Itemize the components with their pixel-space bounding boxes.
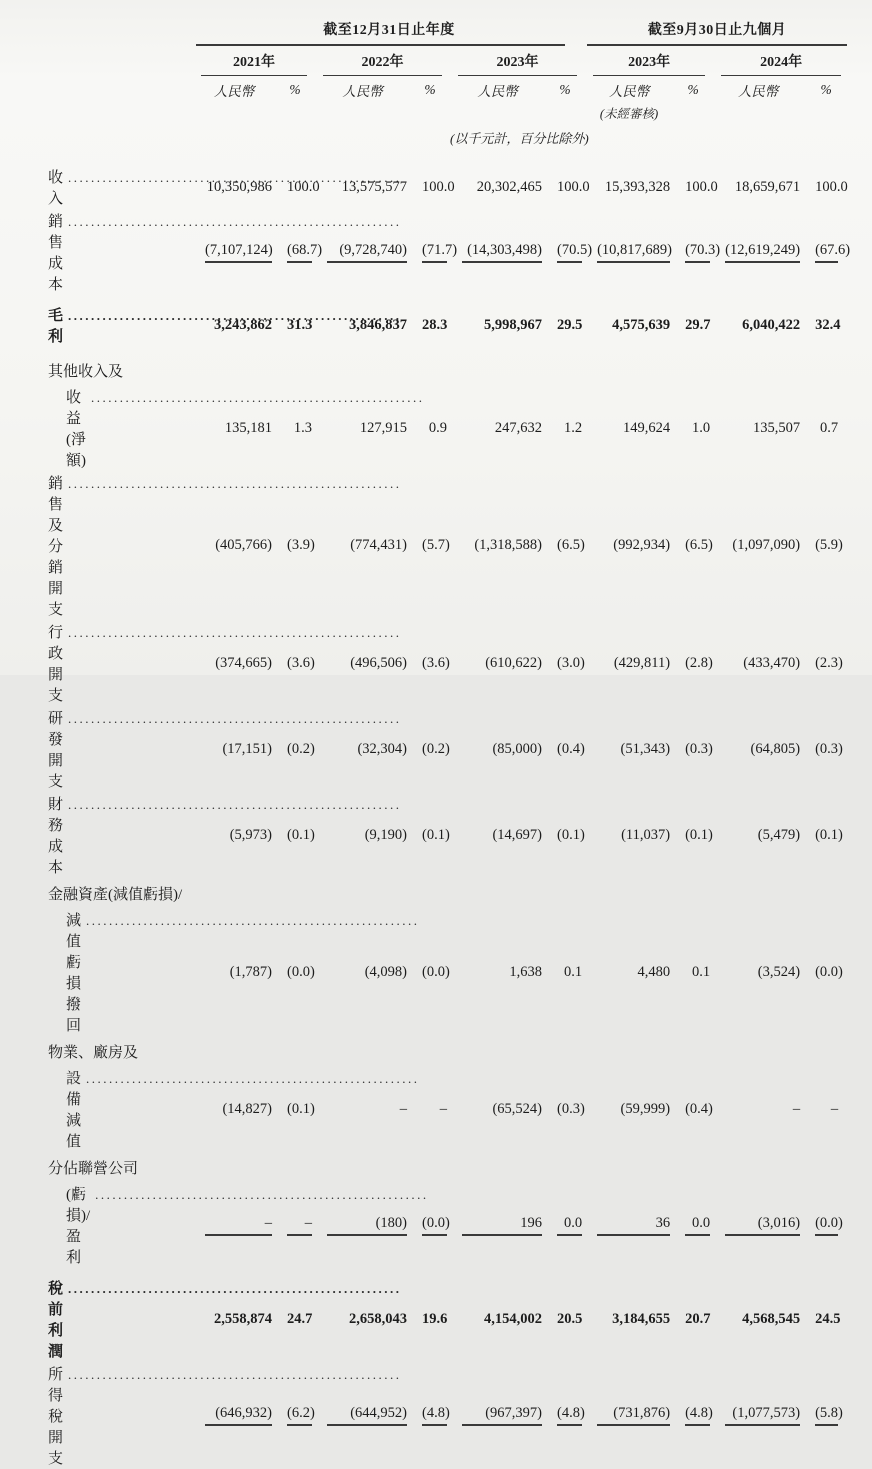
dot-leader (95, 1187, 429, 1204)
amount-cell: (4,098) (364, 963, 407, 980)
percent-cell: (4.8) (410, 1362, 450, 1469)
year-header-2022: 2022年 (315, 46, 450, 76)
row-label (0, 878, 193, 908)
currency-header: 人民幣 (608, 84, 650, 99)
dot-leader (68, 214, 402, 231)
amount-cell: (10,817,689) (585, 209, 673, 295)
amount-cell: (644,952) (315, 1362, 410, 1469)
header-spacer (0, 122, 450, 152)
amount-cell: 2,658,043 (349, 1310, 407, 1327)
percent-cell: 24.5 (815, 1310, 841, 1327)
amount-cell: 20,302,465 (476, 178, 542, 195)
percent-cell: 0.0 (545, 1182, 585, 1268)
table-row (0, 1182, 849, 1268)
row-label (0, 385, 193, 471)
amount-cell: 2,558,874 (214, 1310, 272, 1327)
percent-cell: – (830, 1100, 839, 1117)
row-label-text: 毛利 (48, 308, 64, 345)
table-row (0, 471, 849, 620)
dot-leader (68, 711, 402, 728)
percent-cell: (0.4) (685, 1100, 713, 1117)
row-label-text: 收益(淨額) (66, 390, 86, 469)
percent-cell: 100.0 (815, 178, 848, 195)
percent-cell: 20.7 (685, 1310, 711, 1327)
year-header-2021: 2021年 (193, 46, 315, 76)
amount-cell: 36 (585, 1182, 673, 1268)
row-label (0, 1066, 193, 1152)
percent-cell: 32.4 (815, 316, 841, 333)
amount-cell: (1,097,090) (732, 537, 801, 553)
row-label (0, 471, 193, 620)
header-spacer (585, 122, 849, 152)
percent-cell (410, 1036, 450, 1066)
amount-cell: 127,915 (359, 419, 407, 436)
row-label-text: 財務成本 (48, 797, 64, 876)
amount-cell (315, 1036, 410, 1066)
percent-cell (803, 1152, 849, 1182)
percent-cell: (0.1) (287, 826, 315, 843)
row-label (0, 908, 193, 1036)
percent-cell: 19.6 (422, 1310, 448, 1327)
amount-cell (450, 347, 545, 385)
percent-cell: (3.0) (557, 654, 585, 671)
amount-cell (713, 1152, 803, 1182)
amount-cell: (1,077,573) (713, 1362, 803, 1469)
percent-cell: (0.1) (287, 1100, 315, 1117)
percent-cell: 1.0 (691, 419, 711, 436)
percent-cell: (68.7) (275, 209, 315, 295)
amount-cell: (610,622) (485, 654, 542, 671)
amount-cell: 13,575,577 (341, 178, 407, 195)
percent-cell: 0.1 (563, 963, 583, 980)
amount-cell: (11,037) (621, 826, 671, 843)
amount-cell: – (399, 1100, 407, 1117)
row-label (0, 706, 193, 792)
amount-cell: 10,350,986 (206, 178, 272, 195)
row-label (0, 295, 193, 347)
row-label (0, 347, 193, 385)
row-label-text: 設備減值 (66, 1071, 82, 1150)
amount-cell: (646,932) (193, 1362, 275, 1469)
percent-cell (545, 878, 585, 908)
percent-cell: (6.5) (685, 537, 713, 553)
amount-cell: (64,805) (750, 740, 801, 757)
amount-cell (585, 1152, 673, 1182)
row-label (0, 209, 193, 295)
amount-cell: (496,506) (350, 654, 407, 671)
percent-cell: 0.0 (673, 1182, 713, 1268)
percent-cell: (3.6) (422, 654, 450, 671)
percent-cell: (3.6) (287, 654, 315, 671)
percent-cell (275, 1152, 315, 1182)
percent-header: % (820, 82, 832, 97)
percent-cell: (0.1) (422, 826, 450, 843)
amount-cell (315, 1152, 410, 1182)
header-spacer (673, 104, 849, 122)
currency-header: 人民幣 (737, 84, 779, 99)
table-row (0, 1066, 849, 1152)
table-row (0, 295, 849, 347)
percent-cell: 31.3 (287, 316, 313, 333)
amount-cell: (9,190) (364, 826, 407, 843)
units-note-row (0, 122, 849, 152)
row-label-text: 行政開支 (48, 625, 64, 704)
percent-cell: 100.0 (422, 178, 455, 195)
amount-cell: (5,973) (229, 826, 272, 843)
amount-cell (193, 347, 275, 385)
percent-cell: 29.7 (685, 316, 711, 333)
percent-cell (545, 1152, 585, 1182)
amount-cell: (65,524) (492, 1100, 542, 1117)
amount-cell: (7,107,124) (193, 209, 275, 295)
period-group-interim: 截至9月30日止九個月 (585, 12, 849, 46)
percent-cell: (0.2) (287, 740, 315, 757)
amount-cell: (9,728,740) (315, 209, 410, 295)
row-label (0, 620, 193, 706)
amount-cell: (51,343) (620, 740, 671, 757)
row-label-text: 銷售及分銷開支 (48, 476, 64, 618)
table-row (0, 908, 849, 1036)
amount-cell (193, 1036, 275, 1066)
amount-cell: 247,632 (494, 419, 542, 436)
units-note: (以千元計，百分比除外) (450, 130, 589, 146)
percent-cell: (0.0) (410, 1182, 450, 1268)
percent-cell: (0.1) (685, 826, 713, 843)
year-row (0, 46, 849, 76)
percent-cell: (67.6) (803, 209, 849, 295)
amount-cell: (1,318,588) (474, 537, 542, 553)
period-group-row (0, 12, 849, 46)
table-row (0, 706, 849, 792)
percent-cell (803, 1036, 849, 1066)
header-spacer (0, 76, 193, 104)
percent-cell: 100.0 (685, 178, 718, 195)
dot-leader (68, 476, 402, 493)
amount-cell: (14,303,498) (450, 209, 545, 295)
amount-cell (450, 878, 545, 908)
row-label-text: 稅前利潤 (48, 1281, 64, 1360)
row-label-text: 所得稅開支 (48, 1367, 64, 1467)
amount-cell: (5,479) (757, 826, 801, 843)
amount-cell: 3,243,862 (214, 316, 272, 333)
amount-cell: (3,524) (757, 963, 801, 980)
amount-cell: 3,184,655 (612, 1310, 671, 1327)
percent-cell: (0.1) (815, 826, 843, 843)
percent-cell (410, 878, 450, 908)
percent-cell (673, 1152, 713, 1182)
percent-cell: (4.8) (673, 1362, 713, 1469)
unaudited-row (0, 104, 849, 122)
percent-cell: (5.9) (815, 537, 843, 553)
percent-cell: 0.1 (691, 963, 711, 980)
amount-cell (713, 347, 803, 385)
amount-cell: (14,697) (492, 826, 542, 843)
row-label-text: 其他收入及 (48, 363, 124, 380)
percent-cell (410, 347, 450, 385)
amount-cell: 18,659,671 (734, 178, 801, 195)
row-label-text: 銷售成本 (48, 214, 64, 293)
amount-cell: 135,507 (752, 419, 801, 436)
income-statement-table (0, 12, 849, 1469)
amount-cell (315, 878, 410, 908)
percent-cell: (0.0) (287, 963, 315, 980)
percent-header: % (424, 82, 436, 97)
amount-cell: 5,998,967 (484, 316, 542, 333)
amount-cell: (774,431) (350, 537, 407, 553)
table-row (0, 1036, 849, 1066)
amount-cell (193, 1152, 275, 1182)
row-label-text: 減值虧損撥回 (66, 913, 82, 1034)
row-label (0, 1268, 193, 1362)
dot-leader (91, 390, 425, 407)
table-header (0, 12, 849, 152)
percent-cell: 29.5 (557, 316, 583, 333)
percent-cell: 24.7 (287, 1310, 313, 1327)
row-label-text: (虧損)/盈利 (66, 1187, 91, 1266)
subheader-row (0, 76, 849, 104)
percent-cell: (0.3) (685, 740, 713, 757)
amount-cell (193, 878, 275, 908)
table-row (0, 385, 849, 471)
currency-header: 人民幣 (213, 84, 255, 99)
table-row (0, 209, 849, 295)
amount-cell: (731,876) (585, 1362, 673, 1469)
amount-cell: 4,480 (637, 963, 671, 980)
currency-header: 人民幣 (477, 84, 518, 99)
percent-cell: – (439, 1100, 447, 1117)
percent-cell: (70.5) (545, 209, 585, 295)
table-row (0, 1152, 849, 1182)
percent-header: % (289, 82, 301, 97)
amount-cell: (1,787) (229, 963, 272, 980)
dot-leader (86, 913, 420, 930)
dot-leader (68, 1367, 402, 1384)
amount-cell: (180) (315, 1182, 410, 1268)
amount-cell (585, 347, 673, 385)
percent-cell: 0.9 (428, 419, 447, 436)
row-label (0, 792, 193, 878)
dot-leader (86, 1071, 420, 1088)
amount-cell: (405,766) (215, 537, 272, 553)
percent-cell: (0.3) (557, 1100, 585, 1117)
percent-cell: (6.5) (557, 537, 585, 553)
percent-cell (410, 1152, 450, 1182)
amount-cell: (429,811) (613, 654, 671, 671)
percent-cell (545, 347, 585, 385)
dot-leader (68, 625, 402, 642)
percent-cell: (71.7) (410, 209, 450, 295)
percent-cell: – (275, 1182, 315, 1268)
percent-cell: (2.8) (685, 654, 713, 671)
amount-cell: 15,393,328 (604, 178, 671, 195)
header-spacer (0, 46, 193, 76)
table-row (0, 1362, 849, 1469)
amount-cell: (3,016) (713, 1182, 803, 1268)
amount-cell: (374,665) (215, 654, 272, 671)
amount-cell: (17,151) (222, 740, 272, 757)
percent-cell: (70.3) (673, 209, 713, 295)
amount-cell: (992,934) (613, 537, 671, 553)
amount-cell: (59,999) (620, 1100, 671, 1117)
amount-cell: (967,397) (450, 1362, 545, 1469)
header-spacer (0, 104, 585, 122)
amount-cell: (433,470) (743, 654, 801, 671)
table-row (0, 620, 849, 706)
amount-cell: (12,619,249) (713, 209, 803, 295)
table-row (0, 1268, 849, 1362)
percent-cell (803, 878, 849, 908)
amount-cell: (32,304) (357, 740, 407, 757)
table-row (0, 347, 849, 385)
percent-cell (275, 878, 315, 908)
amount-cell: 149,624 (622, 419, 671, 436)
percent-cell: 1.3 (293, 419, 312, 436)
percent-cell (545, 1036, 585, 1066)
percent-cell: 20.5 (557, 1310, 583, 1327)
dot-leader (68, 1281, 402, 1298)
amount-cell: (85,000) (492, 740, 542, 757)
amount-cell: (14,827) (222, 1100, 272, 1117)
amount-cell (315, 347, 410, 385)
year-header-2023: 2023年 (450, 46, 585, 76)
row-label-text: 物業、廠房及 (48, 1044, 139, 1061)
percent-cell: (5.7) (422, 537, 450, 553)
row-label-text: 金融資產(減值虧損)/ (48, 886, 183, 903)
percent-cell: (4.8) (545, 1362, 585, 1469)
amount-cell: 4,575,639 (612, 316, 671, 333)
amount-cell (713, 878, 803, 908)
amount-cell: 4,568,545 (742, 1310, 801, 1327)
percent-cell (673, 347, 713, 385)
table-row (0, 878, 849, 908)
percent-cell: (0.0) (422, 963, 450, 980)
percent-cell: 100.0 (557, 178, 590, 195)
row-label-text: 分佔聯營公司 (48, 1160, 139, 1177)
percent-cell (275, 347, 315, 385)
table-body (0, 152, 849, 1469)
row-label (0, 152, 193, 209)
amount-cell: 3,846,837 (349, 316, 407, 333)
percent-cell: 1.2 (563, 419, 583, 436)
amount-cell: – (792, 1100, 801, 1117)
percent-cell (673, 1036, 713, 1066)
percent-cell: (0.3) (815, 740, 843, 757)
row-label-text: 收入 (48, 170, 64, 207)
row-label (0, 1182, 193, 1268)
percent-cell: (0.0) (815, 963, 843, 980)
percent-cell (673, 878, 713, 908)
percent-cell (275, 1036, 315, 1066)
amount-cell: – (193, 1182, 275, 1268)
year-header-2024-interim: 2024年 (713, 46, 849, 76)
row-label (0, 1152, 193, 1182)
amount-cell (450, 1152, 545, 1182)
year-header-2023-interim: 2023年 (585, 46, 713, 76)
percent-cell: 100.0 (287, 178, 320, 195)
amount-cell (585, 878, 673, 908)
percent-cell: 0.7 (819, 419, 839, 436)
dot-leader (68, 797, 402, 814)
percent-cell: (2.3) (815, 654, 843, 671)
amount-cell: 135,181 (224, 419, 272, 436)
header-spacer (0, 12, 193, 46)
percent-cell: (0.4) (557, 740, 585, 757)
row-label (0, 1036, 193, 1066)
row-label (0, 1362, 193, 1469)
percent-cell: (3.9) (287, 537, 315, 553)
table-row (0, 152, 849, 209)
percent-cell: (5.8) (803, 1362, 849, 1469)
amount-cell (450, 1036, 545, 1066)
period-group-annual: 截至12月31日止年度 (193, 12, 585, 46)
percent-cell: (0.1) (557, 826, 585, 843)
percent-cell: (0.2) (422, 740, 450, 757)
amount-cell: 4,154,002 (484, 1310, 542, 1327)
percent-cell: (6.2) (275, 1362, 315, 1469)
percent-cell (803, 347, 849, 385)
percent-cell: (0.0) (803, 1182, 849, 1268)
currency-header: 人民幣 (342, 84, 383, 99)
amount-cell (713, 1036, 803, 1066)
row-label-text: 研發開支 (48, 711, 64, 790)
percent-header: % (559, 82, 571, 97)
amount-cell (585, 1036, 673, 1066)
table-row (0, 792, 849, 878)
percent-cell: 28.3 (422, 316, 448, 333)
percent-header: % (687, 82, 699, 97)
amount-cell: 196 (450, 1182, 545, 1268)
unaudited-note: (未經審核) (599, 107, 659, 121)
amount-cell: 1,638 (509, 963, 542, 980)
amount-cell: 6,040,422 (742, 316, 801, 333)
